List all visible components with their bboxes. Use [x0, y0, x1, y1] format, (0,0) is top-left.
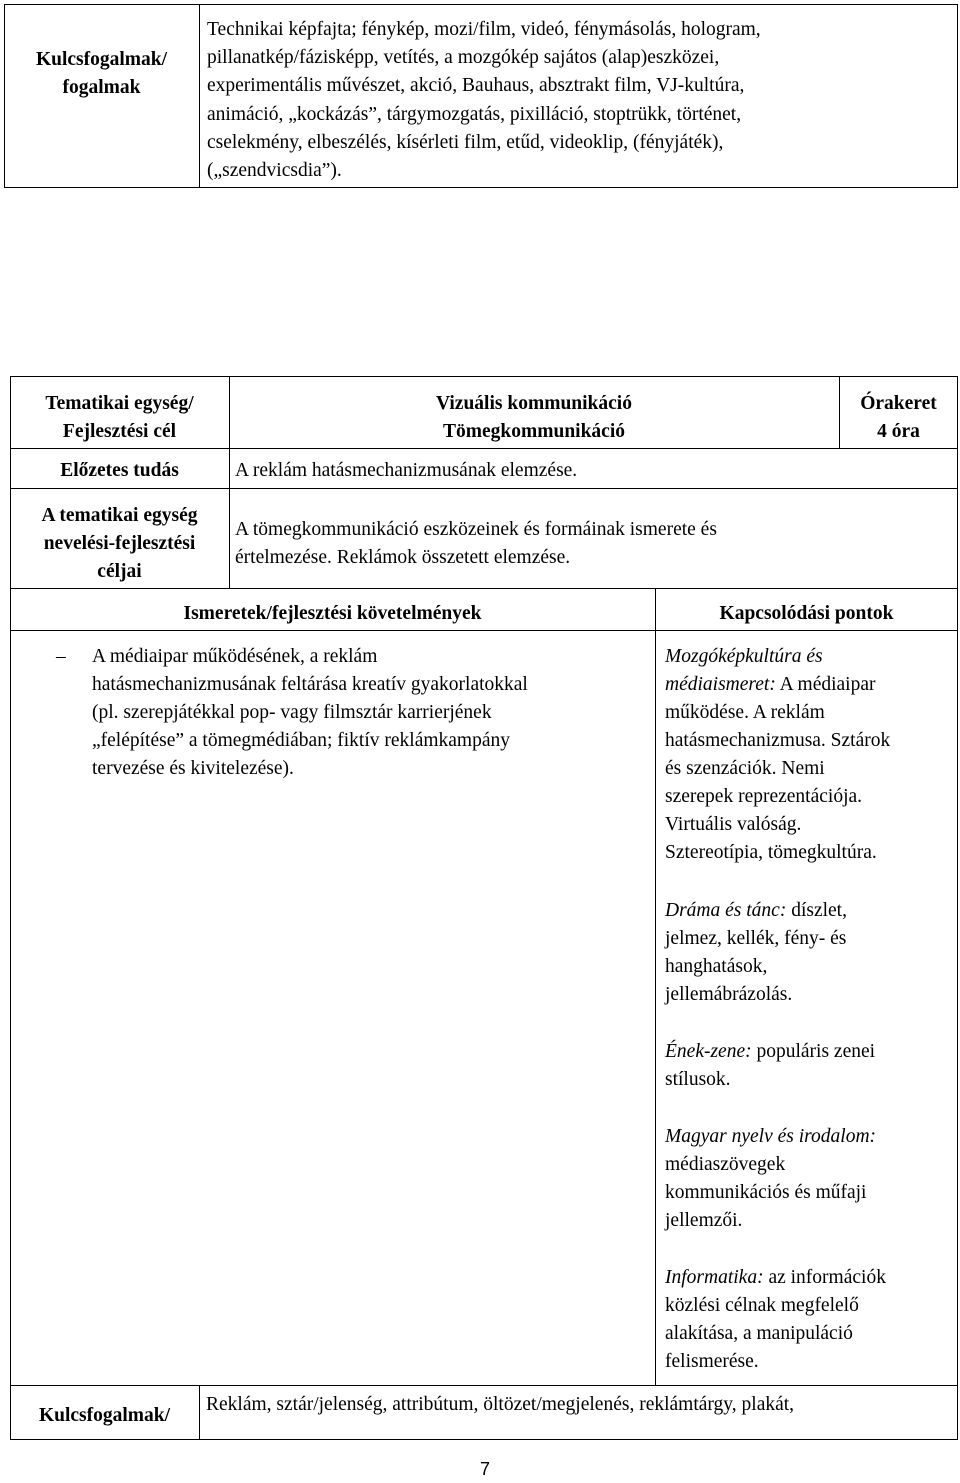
connection-item [665, 1038, 955, 1094]
goals-value: A tömegkommunikáció eszközeinek és formáinak ismerete és értelmezése. Reklámok összetett elemzése. [235, 519, 717, 568]
connection-text: az információk közlési célnak megfelelő alakítása, a manipuláció felismerése. [665, 1267, 886, 1372]
connection-subject: Ének-zene: [665, 1041, 752, 1062]
requirement-text: A médiaipar működésének, a reklám hatásmechanizmusának feltárása kreatív gyakorlatokkal (pl. szerepjátékkal pop- vagy filmsztár karrierjének „felépítése” a tömegmédiában; fiktív reklámkampány tervezése és kivitelezése). [92, 646, 528, 779]
goals-label: A tematikai egység nevelési-fejlesztési céljai [41, 505, 198, 582]
divider-conn-col [655, 588, 656, 1385]
connection-text: médiaszövegek kommunikációs és műfaji jellemzői. [665, 1154, 867, 1231]
connection-item [665, 643, 955, 867]
keywords-content: Technikai képfajta; fénykép, mozi/film, videó, fénymásolás, hologram, pillanatkép/fázisképp, vetítés, a mozgókép sajátos (alap)eszközei, experimentális művészet, akció, Bauhaus, absztrakt film, VJ-kultúra, animáció, „kockázás”, tárgymozgatás, pixilláció, stoptrükk, történet, cselekmény, elbeszélés, kísérleti film, etűd, videoklip, (fényjáték), („szendvicsdia”). [207, 19, 761, 182]
footer-label: Kulcsfogalmak/ [38, 1405, 171, 1426]
divider-after-req-header [10, 630, 958, 631]
divider-after-goals [10, 588, 958, 589]
divider-after-prior [10, 488, 958, 489]
connection-subject: Informatika: [665, 1267, 764, 1288]
divider-before-footer [10, 1385, 958, 1386]
connection-subject: Dráma és tánc: [665, 900, 787, 921]
connection-subject: Mozgóképkultúra és médiaismeret: [665, 646, 823, 695]
keywords-divider [199, 4, 200, 188]
title-value: Vizuális kommunikáció Tömegkommunikáció [436, 393, 632, 442]
connection-text: populáris zenei stílusok. [665, 1041, 876, 1090]
page-number: 7 [479, 1459, 490, 1479]
hours-label: Órakeret 4 óra [860, 393, 937, 442]
connection-item [665, 1123, 955, 1235]
divider-footer-col [199, 1385, 200, 1440]
keywords-header: Kulcsfogalmak/ fogalmak [35, 49, 168, 98]
connections-header: Kapcsolódási pontok [719, 603, 894, 624]
requirements-header: Ismeretek/fejlesztési követelmények [183, 603, 482, 624]
connection-text: A médiaipar működése. A reklám hatásmechanizmusa. Sztárok és szenzációk. Nemi szerepek reprezentációja. Virtuális valóság. Sztereotípia, tömegkultúra. [665, 674, 891, 863]
prior-value: A reklám hatásmechanizmusának elemzése. [235, 460, 578, 481]
connection-item [665, 1264, 955, 1376]
divider-after-title [10, 448, 958, 449]
requirement-bullet: – [56, 646, 66, 667]
prior-label: Előzetes tudás [60, 460, 179, 481]
footer-value: Reklám, sztár/jelenség, attribútum, öltözet/megjelenés, reklámtárgy, plakát, [206, 1394, 795, 1415]
connection-subject: Magyar nyelv és irodalom: [665, 1126, 877, 1147]
title-label: Tematikai egység/ Fejlesztési cél [45, 393, 194, 442]
connection-item [665, 897, 955, 1009]
connection-text: díszlet, jelmez, kellék, fény- és hanghatások, jellemábrázolás. [665, 900, 847, 1005]
